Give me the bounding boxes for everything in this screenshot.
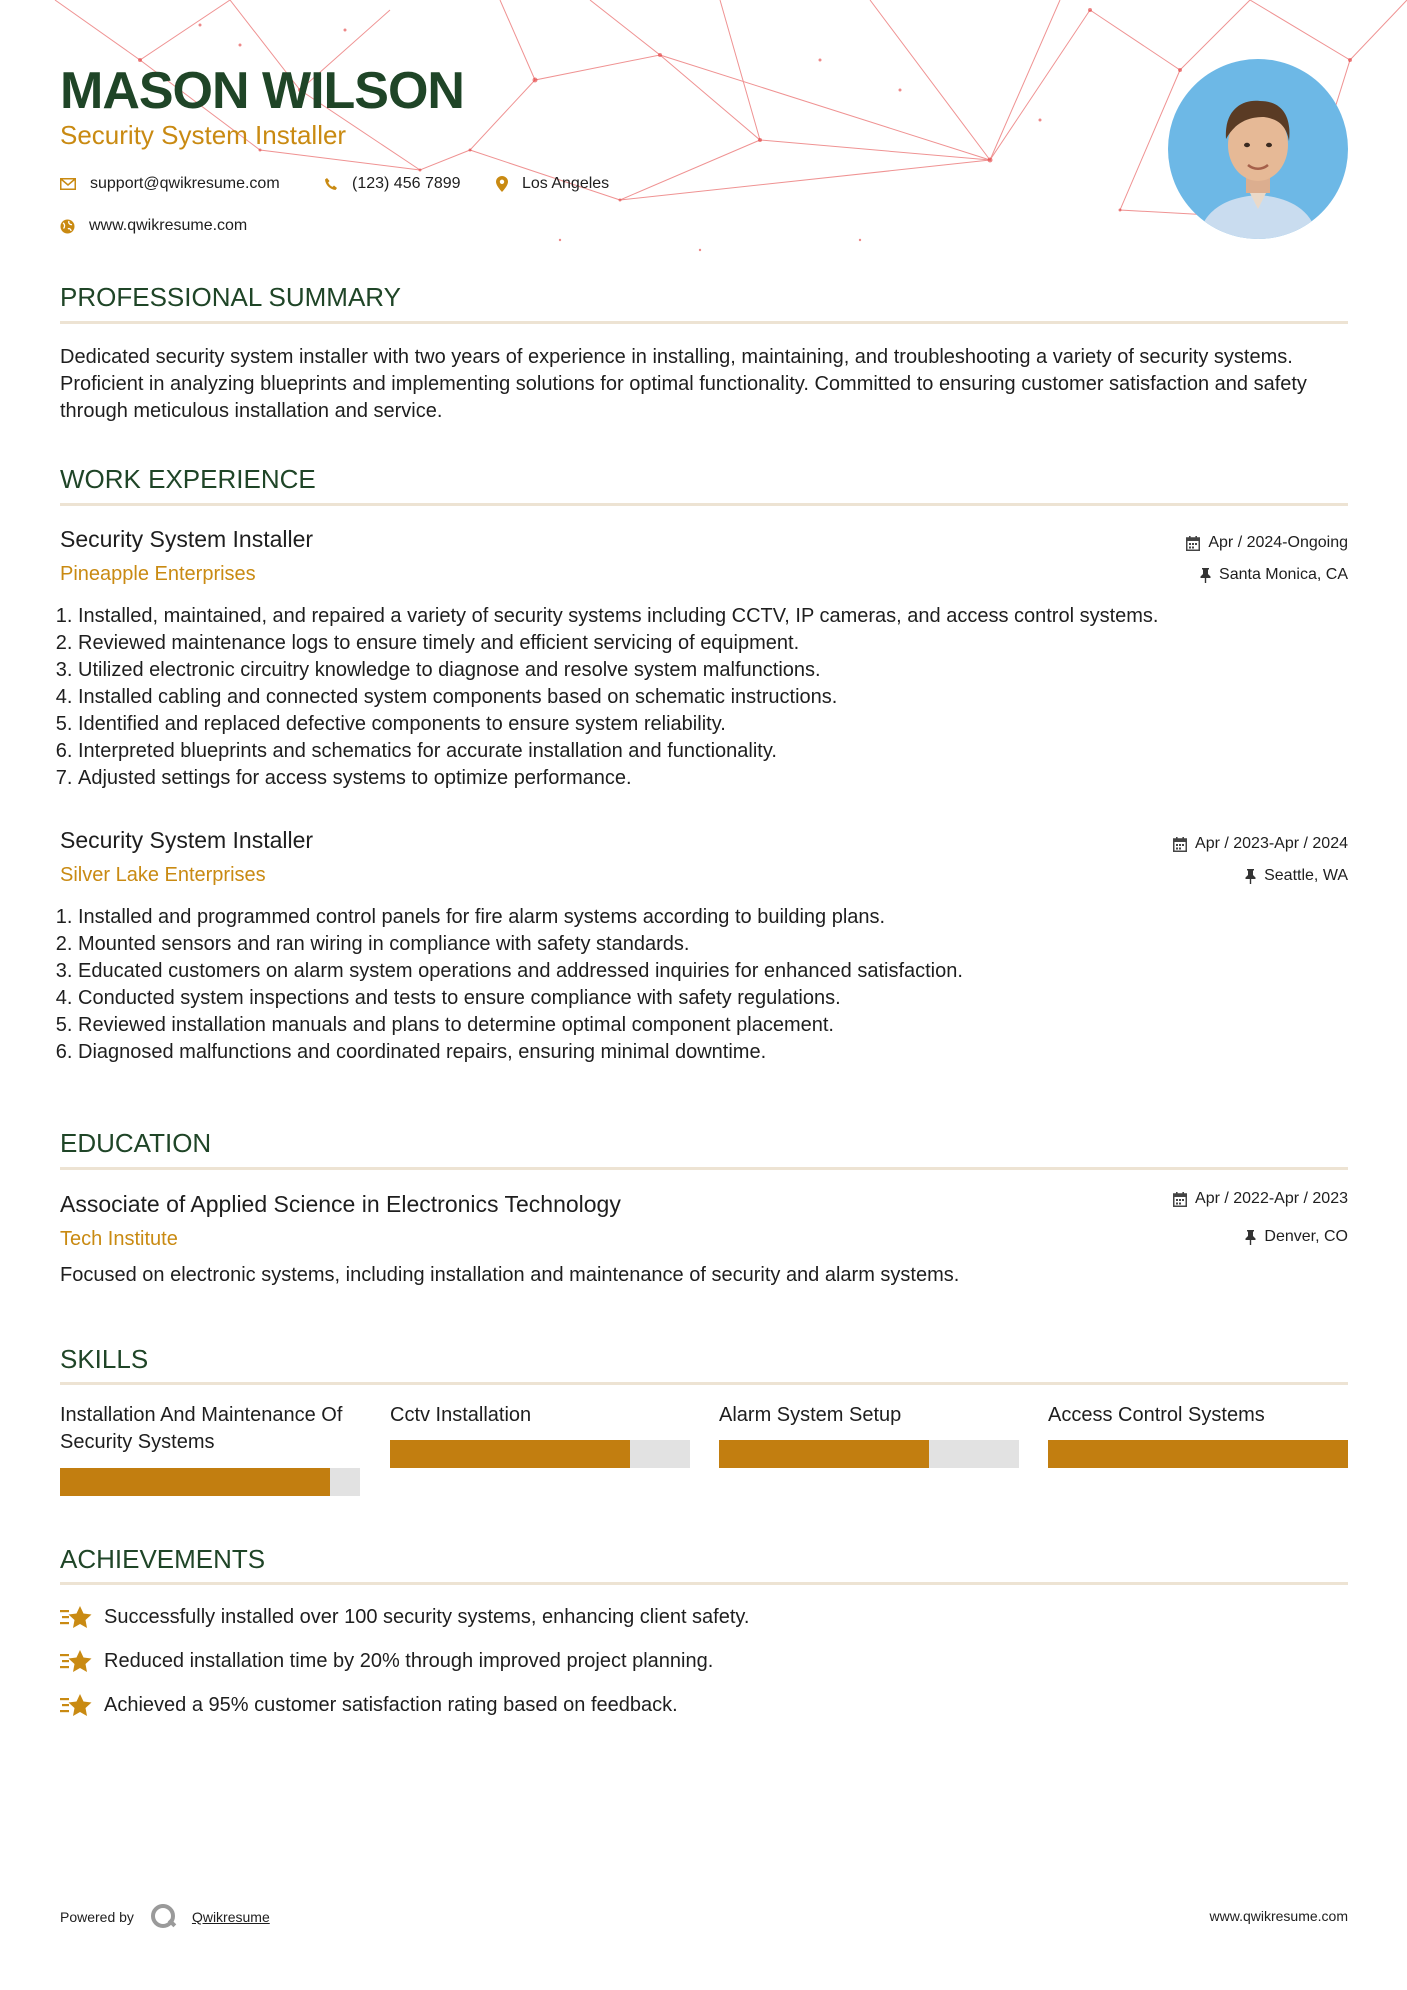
skill-3-name: Alarm System Setup bbox=[719, 1404, 902, 1426]
achievement-3 bbox=[60, 1692, 678, 1719]
skill-2-bar bbox=[390, 1440, 690, 1468]
education-location bbox=[1245, 1226, 1348, 1248]
list-item: 1. Installed and programmed control panels for fire alarm systems according to building plans. bbox=[78, 904, 1378, 931]
list-item: 4. Installed cabling and connected system components based on schematic instructions. bbox=[78, 684, 1378, 711]
skill-1 bbox=[60, 1402, 360, 1496]
achievement-3-text: Achieved a 95% customer satisfaction rating based on feedback. bbox=[104, 1694, 678, 1716]
job-1-bullets bbox=[54, 603, 1378, 792]
education-location-text: Denver, CO bbox=[1264, 1228, 1348, 1245]
skill-1-bar bbox=[60, 1468, 360, 1496]
email-text: support@qwikresume.com bbox=[90, 175, 280, 192]
footer-powered-by bbox=[60, 1903, 270, 1931]
job-1-title: Security System Installer bbox=[60, 526, 314, 552]
candidate-name: MASON WILSON bbox=[60, 62, 464, 120]
job-2-location-text: Seattle, WA bbox=[1264, 867, 1348, 884]
job-2-dates bbox=[1173, 833, 1348, 855]
experience-divider bbox=[60, 503, 1348, 506]
summary-divider bbox=[60, 321, 1348, 324]
skill-3-bar bbox=[719, 1440, 1019, 1468]
skill-4-bar-fill bbox=[1048, 1440, 1348, 1468]
experience-heading: WORK EXPERIENCE bbox=[60, 464, 316, 494]
skills-divider bbox=[60, 1382, 1348, 1385]
achievement-2 bbox=[60, 1648, 713, 1675]
calendar-icon bbox=[1173, 837, 1187, 852]
pushpin-icon bbox=[1245, 869, 1256, 884]
qwikresume-link[interactable]: Qwikresume bbox=[191, 1909, 270, 1925]
job-2-title: Security System Installer bbox=[60, 827, 314, 853]
list-item: 5. Reviewed installation manuals and plans to determine optimal component placement. bbox=[78, 1012, 1378, 1039]
location-text: Los Angeles bbox=[522, 175, 610, 192]
profile-photo bbox=[1168, 59, 1348, 239]
globe-icon bbox=[60, 219, 75, 234]
skill-2-name: Cctv Installation bbox=[390, 1404, 532, 1426]
job-1-location bbox=[1200, 564, 1348, 586]
skills-heading: SKILLS bbox=[60, 1344, 149, 1374]
achievements-heading: ACHIEVEMENTS bbox=[60, 1544, 266, 1574]
pushpin-icon bbox=[1245, 1230, 1256, 1245]
summary-text: Dedicated security system installer with two years of experience in installing, maintaining, and troubleshooting a variety of security systems. Proficient in analyzing blueprints and implementing solutions for optimal functionality. Committed to ensuring customer satisfaction and safety through meticulous installation and service. bbox=[60, 346, 1307, 422]
list-item: 6. Interpreted blueprints and schematics for accurate installation and functionality. bbox=[78, 738, 1378, 765]
map-pin-icon bbox=[496, 176, 508, 192]
phone-contact[interactable] bbox=[324, 173, 461, 195]
skill-4-name: Access Control Systems bbox=[1048, 1404, 1265, 1426]
website-text: www.qwikresume.com bbox=[89, 217, 248, 234]
job-1-company: Pineapple Enterprises bbox=[60, 563, 256, 585]
skill-2 bbox=[390, 1402, 690, 1468]
list-item: 7. Adjusted settings for access systems to optimize performance. bbox=[78, 765, 1378, 792]
list-item: 2. Mounted sensors and ran wiring in compliance with safety standards. bbox=[78, 931, 1378, 958]
skill-4 bbox=[1048, 1402, 1348, 1468]
skill-3 bbox=[719, 1402, 1019, 1468]
location-contact bbox=[496, 173, 609, 195]
achievements-divider bbox=[60, 1582, 1348, 1585]
list-item: 3. Utilized electronic circuitry knowledge to diagnose and resolve system malfunctions. bbox=[78, 657, 1378, 684]
phone-text: (123) 456 7899 bbox=[352, 175, 461, 192]
job-2-bullets bbox=[54, 904, 1378, 1066]
star-achievement-icon bbox=[60, 1605, 92, 1631]
list-item: 1. Installed, maintained, and repaired a variety of security systems including CCTV, IP cameras, and access control systems. bbox=[78, 603, 1378, 630]
star-achievement-icon bbox=[60, 1649, 92, 1675]
skill-1-name: Installation And Maintenance Of Security Systems bbox=[60, 1404, 343, 1453]
job-1-dates-text: Apr / 2024-Ongoing bbox=[1208, 534, 1348, 551]
list-item: 3. Educated customers on alarm system operations and addressed inquiries for enhanced satisfaction. bbox=[78, 958, 1378, 985]
skill-2-bar-fill bbox=[390, 1440, 630, 1468]
education-dates bbox=[1173, 1188, 1348, 1210]
envelope-icon bbox=[60, 178, 76, 190]
achievement-1 bbox=[60, 1604, 750, 1631]
list-item: 6. Diagnosed malfunctions and coordinated repairs, ensuring minimal downtime. bbox=[78, 1039, 1378, 1066]
skill-4-bar bbox=[1048, 1440, 1348, 1468]
skill-1-bar-fill bbox=[60, 1468, 330, 1496]
qwikresume-logo-icon bbox=[150, 1903, 178, 1931]
summary-heading: PROFESSIONAL SUMMARY bbox=[60, 282, 401, 312]
email-contact[interactable] bbox=[60, 173, 280, 195]
list-item: 4. Conducted system inspections and tests to ensure compliance with safety regulations. bbox=[78, 985, 1378, 1012]
education-dates-text: Apr / 2022-Apr / 2023 bbox=[1195, 1190, 1348, 1207]
job-2-location bbox=[1245, 865, 1348, 887]
skill-3-bar-fill bbox=[719, 1440, 929, 1468]
powered-by-label: Powered by bbox=[60, 1909, 134, 1925]
job-2-company: Silver Lake Enterprises bbox=[60, 864, 266, 886]
calendar-icon bbox=[1173, 1192, 1187, 1207]
footer-website[interactable]: www.qwikresume.com bbox=[1209, 1908, 1348, 1924]
calendar-icon bbox=[1186, 536, 1200, 551]
list-item: 5. Identified and replaced defective components to ensure system reliability. bbox=[78, 711, 1378, 738]
education-school: Tech Institute bbox=[60, 1228, 178, 1250]
education-description: Focused on electronic systems, including installation and maintenance of security and alarm systems. bbox=[60, 1264, 960, 1286]
website-contact[interactable] bbox=[60, 215, 247, 237]
pushpin-icon bbox=[1200, 568, 1211, 583]
list-item: 2. Reviewed maintenance logs to ensure timely and efficient servicing of equipment. bbox=[78, 630, 1378, 657]
achievement-1-text: Successfully installed over 100 security systems, enhancing client safety. bbox=[104, 1606, 750, 1628]
job-1-dates bbox=[1186, 532, 1348, 554]
achievement-2-text: Reduced installation time by 20% through improved project planning. bbox=[104, 1650, 714, 1672]
job-2-dates-text: Apr / 2023-Apr / 2024 bbox=[1195, 835, 1348, 852]
job-1-location-text: Santa Monica, CA bbox=[1219, 566, 1348, 583]
candidate-role: Security System Installer bbox=[60, 120, 347, 150]
education-divider bbox=[60, 1167, 1348, 1170]
phone-icon bbox=[324, 177, 338, 191]
education-degree: Associate of Applied Science in Electronics Technology bbox=[60, 1191, 621, 1217]
education-heading: EDUCATION bbox=[60, 1128, 212, 1158]
star-achievement-icon bbox=[60, 1693, 92, 1719]
